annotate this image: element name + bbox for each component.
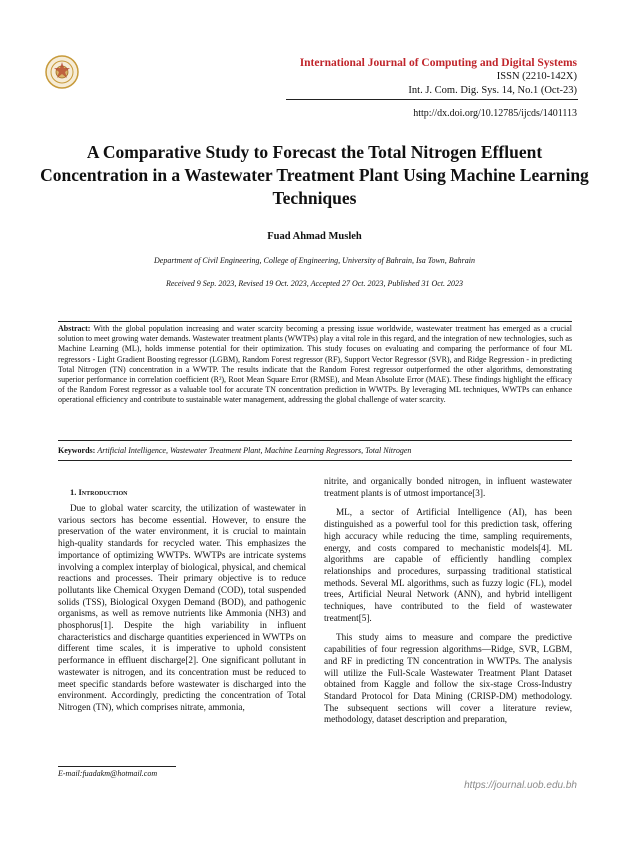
- body-column-right: [324, 476, 572, 734]
- author-affiliation: Department of Civil Engineering, College of Engineering, University of Bahrain, Isa Town, Bahrain: [153, 256, 475, 265]
- abstract-bottom-rule: [58, 440, 572, 441]
- issn: ISSN (2210-142X): [496, 71, 577, 82]
- paragraph: ML, a sector of Artificial Intelligence (AI), has been distinguished as a powerful tool for this prediction task, offering high accuracy while reducing the time, sampling requirements, energy, and costs compared to mechanistic models[4]. ML algorithms are capable of efficiently handling complex relationships and procedures, surpassing traditional statistical methods. Several ML algorithms, such as fuzzy logic (FL), model trees, Artificial Neural Network (ANN), and hybrid intelligent techniques, have contributed to the field of wastewater treatment[5].: [324, 507, 572, 623]
- keywords-label: Keywords:: [58, 446, 96, 455]
- keywords-text: Artificial Intelligence, Wastewater Treatment Plant, Machine Learning Regressors, Total Nitrogen: [97, 446, 412, 455]
- abstract: [58, 324, 572, 406]
- university-seal-icon: [44, 54, 80, 90]
- body-column-left: [58, 503, 306, 722]
- publication-dates: Received 9 Sep. 2023, Revised 19 Oct. 2023, Accepted 27 Oct. 2023, Published 31 Oct. 2023: [165, 279, 464, 288]
- footnote-rule: [58, 766, 176, 767]
- abstract-text: With the global population increasing and water scarcity becoming a pressing issue worldwide, wastewater treatment has emerged as a crucial solution to meet growing water demands. Wastewater treatment plants (WWTPs) play a vital role in this regard, and the integration of new technologies, such as Machine Learning (ML), holds immense potential for their optimization. This study focuses on evaluating and comparing the performance of four ML regressors - Light Gradient Boosting regressor (LGBM), Random Forest regressor (RF), Support Vector Regressor (SVR), and Ridge Regression - in predicting Total Nitrogen (TN) concentration in a WWTP. The results indicate that the Random Forest regressor outperformed the other algorithms, demonstrating superior performance in correlation coefficient (R²), Root Mean Square Error (RMSE), and Mean Absolute Error (MAE). These findings highlight the efficacy of the Random Forest regressor as a valuable tool for accurate TN concentration prediction in WWTPs. By leveraging ML techniques, WWTPs can enhance operational efficiency and contribute to sustainable water management, addressing the global challenge of water scarcity.: [58, 324, 572, 405]
- journal-website-link[interactable]: https://journal.uob.edu.bh: [464, 780, 577, 791]
- paragraph: This study aims to measure and compare the predictive capabilities of four regression algorithms—Ridge, SVR, LGBM, and RF in predicting TN concentration in WWTPs. The analysis will utilize the Full-Scale Wastewater Treatment Plant Dataset obtained from Kaggle and follow the six-stage Cross-Industry Standard Protocol for Data Mining (CRISP-DM) methodology. The subsequent sections will cover a literature review, methodology, dataset description and preparation,: [324, 632, 572, 725]
- abstract-label: Abstract:: [58, 324, 91, 333]
- paragraph: Due to global water scarcity, the utilization of wastewater in various sectors has become essential. However, to ensure the preservation of the water environment, it is crucial to maintain high-quality standards for recycled water. This emphasizes the importance of optimizing WWTPs. WWTPs are intricate systems involving a complex interplay of biological, physical, and chemical reactions and processes. Their primary objective is to reduce pollutants like Chemical Oxygen Demand (COD), total suspended solids (TSS), Biological Oxygen Demand (BOD), and pathogenic organisms, as well as remove nutrients like Ammonia (NH3) and phosphorus[1]. Despite the high variability in influent characteristics and discharge quantities experienced in WWTPs on different time scales, it is imperative to uphold consistent performance in effluent discharge[2]. One significant pollutant in wastewater is nitrogen, and its concentration must be reduced to meet specific standards before wastewater is discharged into the environment. Accordingly, predicting the concentration of Total Nitrogen (TN), which comprises nitrate, ammonia,: [58, 503, 306, 712]
- keywords-rule: [58, 460, 572, 461]
- abstract-top-rule: [58, 321, 572, 322]
- journal-name: International Journal of Computing and Digital Systems: [299, 57, 577, 69]
- paragraph: nitrite, and organically bonded nitrogen, in influent wastewater treatment plants is of utmost importance[3].: [324, 476, 572, 498]
- section-heading-introduction: 1. Introduction: [70, 487, 128, 497]
- paper-title: A Comparative Study to Forecast the Total Nitrogen Effluent Concentration in a Wastewater Treatment Plant Using Machine Learning Techniques: [40, 142, 589, 208]
- journal-citation: Int. J. Com. Dig. Sys. 14, No.1 (Oct-23): [408, 85, 577, 96]
- header-divider: [286, 99, 578, 100]
- author-email[interactable]: E-mail:fuadakm@hotmail.com: [58, 769, 158, 778]
- author-name: Fuad Ahmad Musleh: [267, 231, 362, 242]
- keywords: [58, 446, 572, 455]
- doi-link[interactable]: http://dx.doi.org/10.12785/ijcds/1401113: [413, 108, 577, 119]
